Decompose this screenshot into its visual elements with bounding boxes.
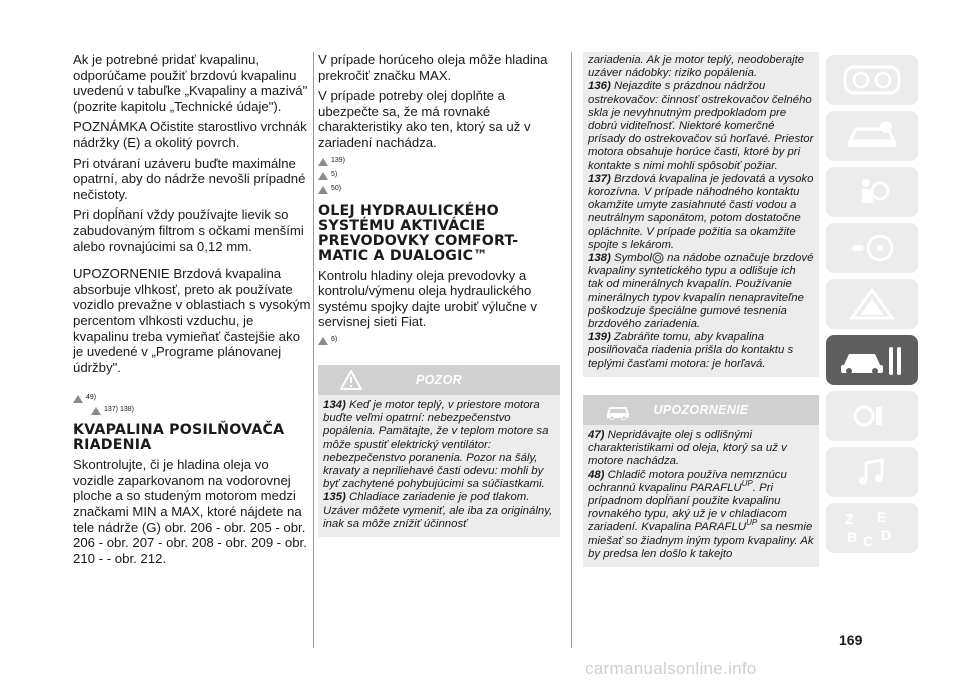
column-3 xyxy=(583,52,819,567)
svg-text:E: E xyxy=(877,509,887,525)
warning-triangle-icon xyxy=(842,287,902,321)
column-divider xyxy=(313,52,314,648)
note-text: na nádobe označuje brzdové kvapaliny syntetického typu a odlišuje ich tak od minerálnych kvapalín. Používanie minerálnych typov kvapalín nenapraviteľne poškodzuje špeciálne gumové tesnenia brzdového zariadenia. xyxy=(588,252,814,331)
warning-triangle-icon xyxy=(318,337,328,345)
paragraph: Kontrolu hladiny oleja prevodovky a kontrolu/výmenu oleja hydraulického systému spojky dajte urobiť výlučne v servisnej sieti Fiat. xyxy=(318,267,537,330)
technical-data-icon xyxy=(842,399,902,433)
caution-box-body xyxy=(583,425,819,567)
paragraph: Pri dopĺňaní vždy používajte lievik so zabudovaným filtrom s očkami menšími alebo rovnajúcimi sa 0,12 mm. xyxy=(73,207,304,254)
page-number: 169 xyxy=(839,632,863,648)
ref-label: 49) xyxy=(86,394,97,402)
warning-ref[interactable] xyxy=(318,156,560,166)
note-number: 136) xyxy=(588,80,611,93)
note-text: Nejazdite s prázdnou nádržou ostrekovačov: činnosť ostrekovačov čelného skla je nevyhnutným predpokladom pre dobrú viditeľnosť. Niektoré komerčné prísady do ostrekovačov sú horľavé. Priestor motora obsahuje horúce časti, ktoré by pri kontakte s nimi mohli spôsobiť požiar. xyxy=(588,80,814,172)
warning-ref[interactable] xyxy=(91,405,311,415)
warning-ref[interactable] xyxy=(318,184,560,194)
ref-label: 6) xyxy=(331,335,338,343)
warning-triangle-icon xyxy=(91,407,101,415)
note-text: sa nesmie miešať so žiadnym iným typom kvapaliny. Ak by predsa len došlo k takejto xyxy=(588,521,814,560)
paragraph: Ak je potrebné pridať kvapalinu, odporúčame použiť brzdovú kvapalinu uvedenú v tabuľke „Kvapaliny a mazivá" (pozrite kapitolu „Technické údaje"). xyxy=(73,52,308,114)
svg-text:B: B xyxy=(847,529,858,545)
ref-label: 50) xyxy=(331,184,342,192)
superscript: UP xyxy=(746,518,758,528)
note-text: Chladiace zariadenie je pod tlakom. Uzáver môžete vymeniť, ale iba za originálny, inak sa môže znížiť účinnosť xyxy=(323,491,553,530)
note-text: . Pri prípadnom dopĺňaní použite kvapalinu rovnakého typu, aký už je v chladiacom zariadení. Kvapalina PARAFLU xyxy=(588,481,787,534)
section-heading: KVAPALINA POSILŇOVAČA RIADENIA xyxy=(73,422,285,454)
superscript: UP xyxy=(741,478,753,488)
note-number: 137) xyxy=(588,172,611,185)
note-text: Nepridávajte olej s odlišnými charakteristikami od oleja, ktorý sa už v motore nachádza. xyxy=(588,428,787,468)
note-number: 135) xyxy=(323,491,346,504)
warning-box-header xyxy=(318,365,560,395)
paragraph: UPOZORNENIE Brzdová kvapalina absorbuje vlhkosť, preto ak používate vozidlo prevažne v oblastiach s vysokým percentom vlhkosti vzduchu, je kvapalinu treba vymieňať častejšie ako je uvedené v „Programe plánovanej údržby". xyxy=(73,266,311,375)
tab-car-info[interactable] xyxy=(826,111,918,161)
note-text: Keď je motor teplý, v priestore motora buďte veľmi opatrní: nebezpečenstvo popálenia. Pamätajte, že v teplom motore sa môže spustiť elektrický ventilátor: nebezpečenstvo poranenia. Pozor na šály, kravaty a nepriliehavé časti odevu: mohli by byť zachytené pohybujúcimi sa súčiastkami. xyxy=(323,398,549,491)
paragraph: Skontrolujte, či je hladina oleja vo vozidle zaparkovanom na vodorovnej ploche a so studeným motorom medzi značkami MIN a MAX, ktoré nájdete na tele nádrže (G) obr. 206 - obr. 205 - obr. 206 - obr. 207 - obr. 208 - obr. 209 - obr. 210 - - obr. 212. xyxy=(73,457,307,566)
dashboard-icon xyxy=(842,63,902,97)
note-text: zariadenia. Ak je motor teplý, neodoberajte uzáver nádobky: riziko popálenia. xyxy=(588,54,805,80)
car-info-icon xyxy=(842,119,902,153)
warning-box-title: POZOR xyxy=(416,372,462,387)
caution-box-header xyxy=(583,395,819,425)
note-text: Symbol xyxy=(610,252,652,265)
airbag-safety-icon xyxy=(842,175,902,209)
note-number: 134) xyxy=(323,398,346,411)
index-icon xyxy=(837,508,907,548)
warning-ref[interactable] xyxy=(73,393,311,403)
column-1 xyxy=(73,52,311,571)
paragraph: V prípade horúceho oleja môže hladina prekročiť značku MAX. xyxy=(318,52,548,83)
svg-text:D: D xyxy=(881,527,892,543)
column-2 xyxy=(318,52,560,537)
note-text: Chladič motora používa nemrznúcu ochrannú kvapalinu PARAFLU xyxy=(588,468,787,494)
tab-dashboard[interactable] xyxy=(826,55,918,105)
note-number: 48) xyxy=(588,468,605,481)
note-text: Brzdová kvapalina je jedovatá a vysoko korozívna. V prípade náhodného kontaktu okamžite umyte zasiahnuté časti vodou a neutrálnym saponátom, potom dostatočne opláchnite. V prípade požitia sa okamžite spojte s lekárom. xyxy=(588,172,814,251)
tab-technical-data[interactable] xyxy=(826,391,918,441)
note-number: 47) xyxy=(588,428,605,441)
paragraph: Pri otváraní uzáveru buďte maximálne opatrní, aby do nádrže nevošli prípadné nečistoty. xyxy=(73,155,306,202)
ref-label: 137) 138) xyxy=(104,406,134,414)
maintenance-car-tools-icon xyxy=(837,341,907,379)
synthetic-brake-fluid-icon xyxy=(652,252,664,264)
tab-safety[interactable] xyxy=(826,167,918,217)
warning-ref[interactable] xyxy=(318,170,560,180)
tab-index[interactable] xyxy=(826,503,918,553)
watermark: carmanualsonline.info xyxy=(585,659,757,678)
tab-emergency[interactable] xyxy=(826,279,918,329)
chapter-sidebar xyxy=(826,55,922,559)
ref-label: 139) xyxy=(331,156,346,164)
paragraph: POZNÁMKA Očistite starostlivo vrchnák nádržky (E) a okolitý povrch. xyxy=(73,119,307,150)
warning-box-continuation xyxy=(583,52,819,377)
warning-ref[interactable] xyxy=(318,335,560,345)
svg-text:Z: Z xyxy=(845,511,854,527)
svg-text:C: C xyxy=(863,533,874,548)
warning-triangle-icon xyxy=(73,395,83,403)
note-number: 139) xyxy=(588,331,611,344)
ref-label: 5) xyxy=(331,170,338,178)
paragraph: V prípade potreby olej doplňte a ubezpečte sa, že má rovnaké charakteristiky ako ten, ktorý sa už v zariadení nachádza. xyxy=(318,88,531,150)
warning-triangle-icon xyxy=(318,158,328,166)
section-heading: OLEJ HYDRAULICKÉHO SYSTÉMU AKTIVÁCIE PREVODOVKY COMFORT-MATIC A DUALOGIC™ xyxy=(318,202,519,264)
multimedia-icon xyxy=(842,455,902,489)
note-number: 138) xyxy=(588,252,611,265)
warning-triangle-icon xyxy=(318,172,328,180)
note-text: Zabráňte tomu, aby kvapalina posilňovača riadenia prišla do kontaktu s teplými časťami motora: je horľavá. xyxy=(588,331,794,370)
steering-start-icon xyxy=(842,231,902,265)
tab-starting-driving[interactable] xyxy=(826,223,918,273)
column-divider xyxy=(571,52,572,648)
caution-box-title: UPOZORNENIE xyxy=(653,402,749,417)
warning-box-body xyxy=(318,395,560,537)
warning-triangle-icon xyxy=(318,186,328,194)
tab-multimedia[interactable] xyxy=(826,447,918,497)
tab-maintenance[interactable] xyxy=(826,335,918,385)
